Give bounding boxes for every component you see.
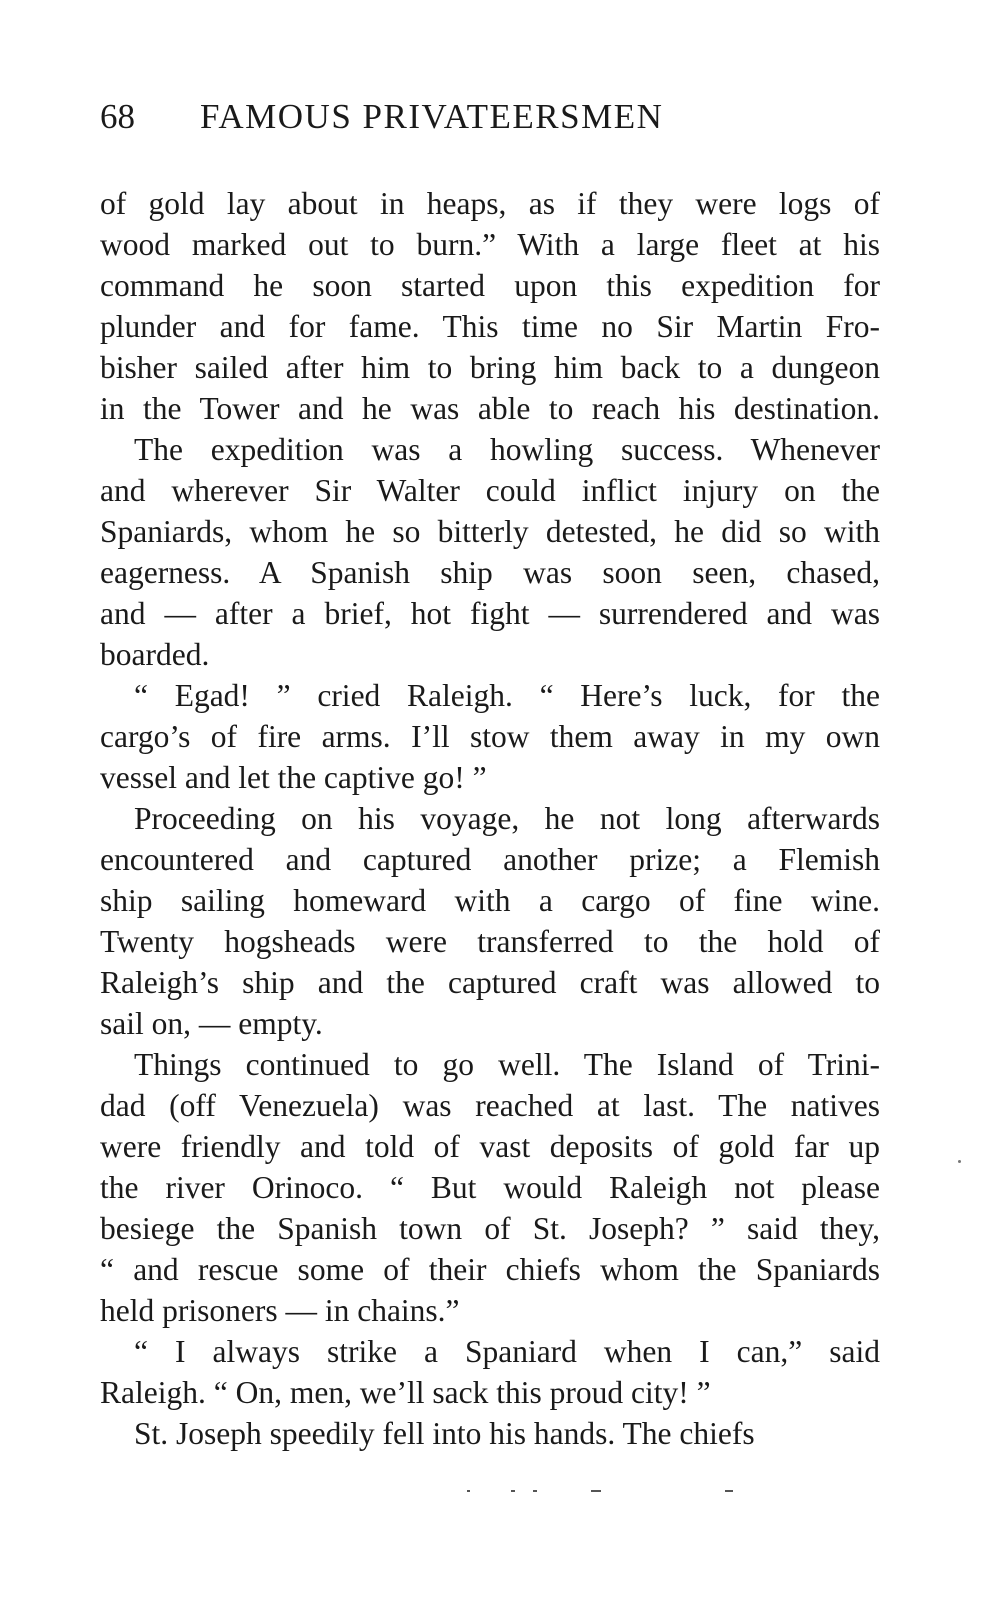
paragraph-first-line: The expedition was a howling success. Whenever [134,432,880,467]
text-line: in the Tower and he was able to reach his destination. [100,391,880,426]
text-line: cargo’s of fire arms. I’ll stow them away in my own [100,719,880,754]
running-title: FAMOUS PRIVATEERSMEN [200,97,664,136]
paragraph-first-line: Things continued to go well. The Island of Trini- [134,1047,880,1082]
text-line: of gold lay about in heaps, as if they were logs of [100,186,880,221]
text-line: encountered and captured another prize; a Flemish [100,842,880,877]
text-line: dad (off Venezuela) was reached at last. The natives [100,1088,880,1123]
text-line: and wherever Sir Walter could inflict injury on the [100,473,880,508]
scan-mark [511,1490,515,1492]
text-line: eagerness. A Spanish ship was soon seen, chased, [100,555,880,590]
text-line: wood marked out to burn.” With a large fleet at his [100,227,880,262]
text-line: and — after a brief, hot fight — surrendered and was [100,596,880,631]
paragraph-first-line: St. Joseph speedily fell into his hands. The chiefs [134,1416,755,1451]
text-line: Twenty hogsheads were transferred to the hold of [100,924,880,959]
paragraph-last-line: sail on, — empty. [100,1006,323,1041]
text-line: were friendly and told of vast deposits of gold far up [100,1129,880,1164]
paragraph-last-line: Raleigh. “ On, men, we’ll sack this proud city! ” [100,1375,711,1410]
paragraph-last-line: vessel and let the captive go! ” [100,760,487,795]
text-line: command he soon started upon this expedition for [100,268,880,303]
paragraph-last-line: boarded. [100,637,210,672]
scan-artifact-marks [455,1480,755,1500]
paragraph-first-line: Proceeding on his voyage, he not long afterwards [134,801,880,836]
text-line: Raleigh’s ship and the captured craft was allowed to [100,965,880,1000]
paragraph-last-line: held prisoners — in chains.” [100,1293,460,1328]
scan-mark [591,1490,601,1492]
scan-speck [958,1160,961,1163]
text-line: ship sailing homeward with a cargo of fine wine. [100,883,880,918]
body-text [100,183,880,1454]
text-line: bisher sailed after him to bring him back to a dungeon [100,350,880,385]
scan-mark [725,1490,733,1492]
page-number: 68 [100,97,135,136]
scan-mark [467,1490,470,1492]
scan-mark [533,1490,537,1492]
text-line: “ and rescue some of their chiefs whom the Spaniards [100,1252,880,1287]
running-head [100,92,880,142]
text-line: Spaniards, whom he so bitterly detested, he did so with [100,514,880,549]
text-line: plunder and for fame. This time no Sir Martin Fro- [100,309,880,344]
text-line: besiege the Spanish town of St. Joseph? ” said they, [100,1211,880,1246]
paragraph-first-line: “ Egad! ” cried Raleigh. “ Here’s luck, for the [134,678,880,713]
text-line: the river Orinoco. “ But would Raleigh not please [100,1170,880,1205]
paragraph-first-line: “ I always strike a Spaniard when I can,” said [134,1334,880,1369]
